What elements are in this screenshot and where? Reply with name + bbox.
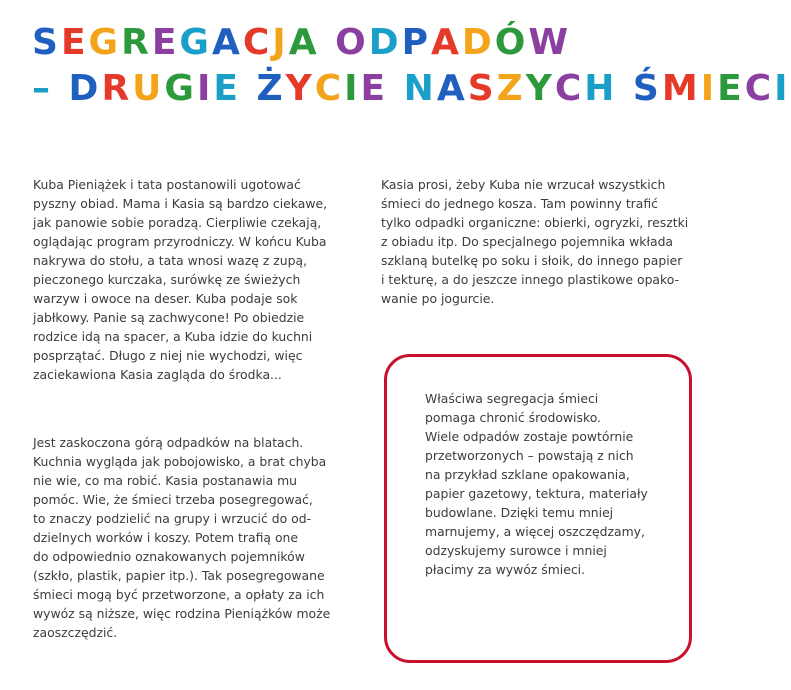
text-line: przetworzonych – powstają z nich bbox=[425, 448, 634, 463]
text-line: nakrywa do stołu, a tata wnosi wazę z zupą, bbox=[33, 253, 308, 268]
text-line: marnujemy, a więcej oszczędzamy, bbox=[425, 524, 645, 539]
text-line: Kasia prosi, żeby Kuba nie wrzucał wszystkich bbox=[381, 177, 666, 192]
text-line: płacimy za wywóz śmieci. bbox=[425, 562, 586, 577]
text-line: Jest zaskoczona górą odpadków na blatach. bbox=[33, 435, 304, 450]
text-line: (szkło, plastik, papier itp.). Tak posegregowane bbox=[33, 568, 325, 583]
text-line: na przykład szklane opakowania, bbox=[425, 467, 630, 482]
text-line: jak panowie sobie poradzą. Cierpliwie czekają, bbox=[33, 215, 322, 230]
story-paragraph-3 bbox=[381, 175, 701, 308]
text-line: do odpowiednio oznakowanych pojemników bbox=[33, 549, 305, 564]
text-line: odzyskujemy surowce i mniej bbox=[425, 543, 607, 558]
title-line-2: – DRUGIE ŻYCIE NASZYCH ŚMIECI bbox=[32, 68, 791, 109]
text-line: dzielnych worków i koszy. Potem trafią one bbox=[33, 530, 298, 545]
text-line: pyszny obiad. Mama i Kasia są bardzo ciekawe, bbox=[33, 196, 328, 211]
text-line: tylko odpadki organiczne: obierki, ogryzki, resztki bbox=[381, 215, 689, 230]
page-title bbox=[32, 20, 791, 112]
text-line: oglądając program przyrodniczy. W końcu Kuba bbox=[33, 234, 327, 249]
story-paragraph-1 bbox=[33, 175, 363, 384]
text-line: Właściwa segregacja śmieci bbox=[425, 391, 599, 406]
text-line: zaoszczędzić. bbox=[33, 625, 118, 640]
text-line: zaciekawiona Kasia zagląda do środka... bbox=[33, 367, 282, 382]
text-line: i tekturę, a do jeszcze innego plastikowe opako- bbox=[381, 272, 680, 287]
text-line: jabłkowy. Panie są zachwycone! Po obiedzie bbox=[33, 310, 305, 325]
text-line: pomaga chronić środowisko. bbox=[425, 410, 601, 425]
text-line: szklaną butelkę po soku i słoik, do innego papier bbox=[381, 253, 683, 268]
text-line: Kuchnia wygląda jak pobojowisko, a brat chyba bbox=[33, 454, 327, 469]
text-line: wywóz są niższe, więc rodzina Pieniążków może bbox=[33, 606, 331, 621]
info-box-text bbox=[425, 389, 685, 579]
text-line: papier gazetowy, tektura, materiały bbox=[425, 486, 648, 501]
text-line: budowlane. Dzięki temu mniej bbox=[425, 505, 614, 520]
text-line: pieczonego kurczaka, surówkę ze świeżych bbox=[33, 272, 301, 287]
text-line: pomóc. Wie, że śmieci trzeba posegregować, bbox=[33, 492, 313, 507]
text-line: Kuba Pieniążek i tata postanowili ugotować bbox=[33, 177, 301, 192]
title-line-1: SEGREGACJA ODPADÓW bbox=[32, 22, 572, 63]
text-line: śmieci do jednego kosza. Tam powinny trafić bbox=[381, 196, 658, 211]
text-line: śmieci mogą być przetworzone, a opłaty za ich bbox=[33, 587, 325, 602]
text-line: to znaczy podzielić na grupy i wrzucić do od- bbox=[33, 511, 312, 526]
story-paragraph-2 bbox=[33, 433, 363, 642]
text-line: z obiadu itp. Do specjalnego pojemnika wkłada bbox=[381, 234, 674, 249]
text-line: rodzice idą na spacer, a Kuba idzie do kuchni bbox=[33, 329, 313, 344]
text-line: nie wie, co ma robić. Kasia postanawia mu bbox=[33, 473, 298, 488]
text-line: posprzątać. Długo z niej nie wychodzi, więc bbox=[33, 348, 303, 363]
text-line: wanie po jogurcie. bbox=[381, 291, 495, 306]
text-line: warzyw i owoce na deser. Kuba podaje sok bbox=[33, 291, 298, 306]
text-line: Wiele odpadów zostaje powtórnie bbox=[425, 429, 634, 444]
